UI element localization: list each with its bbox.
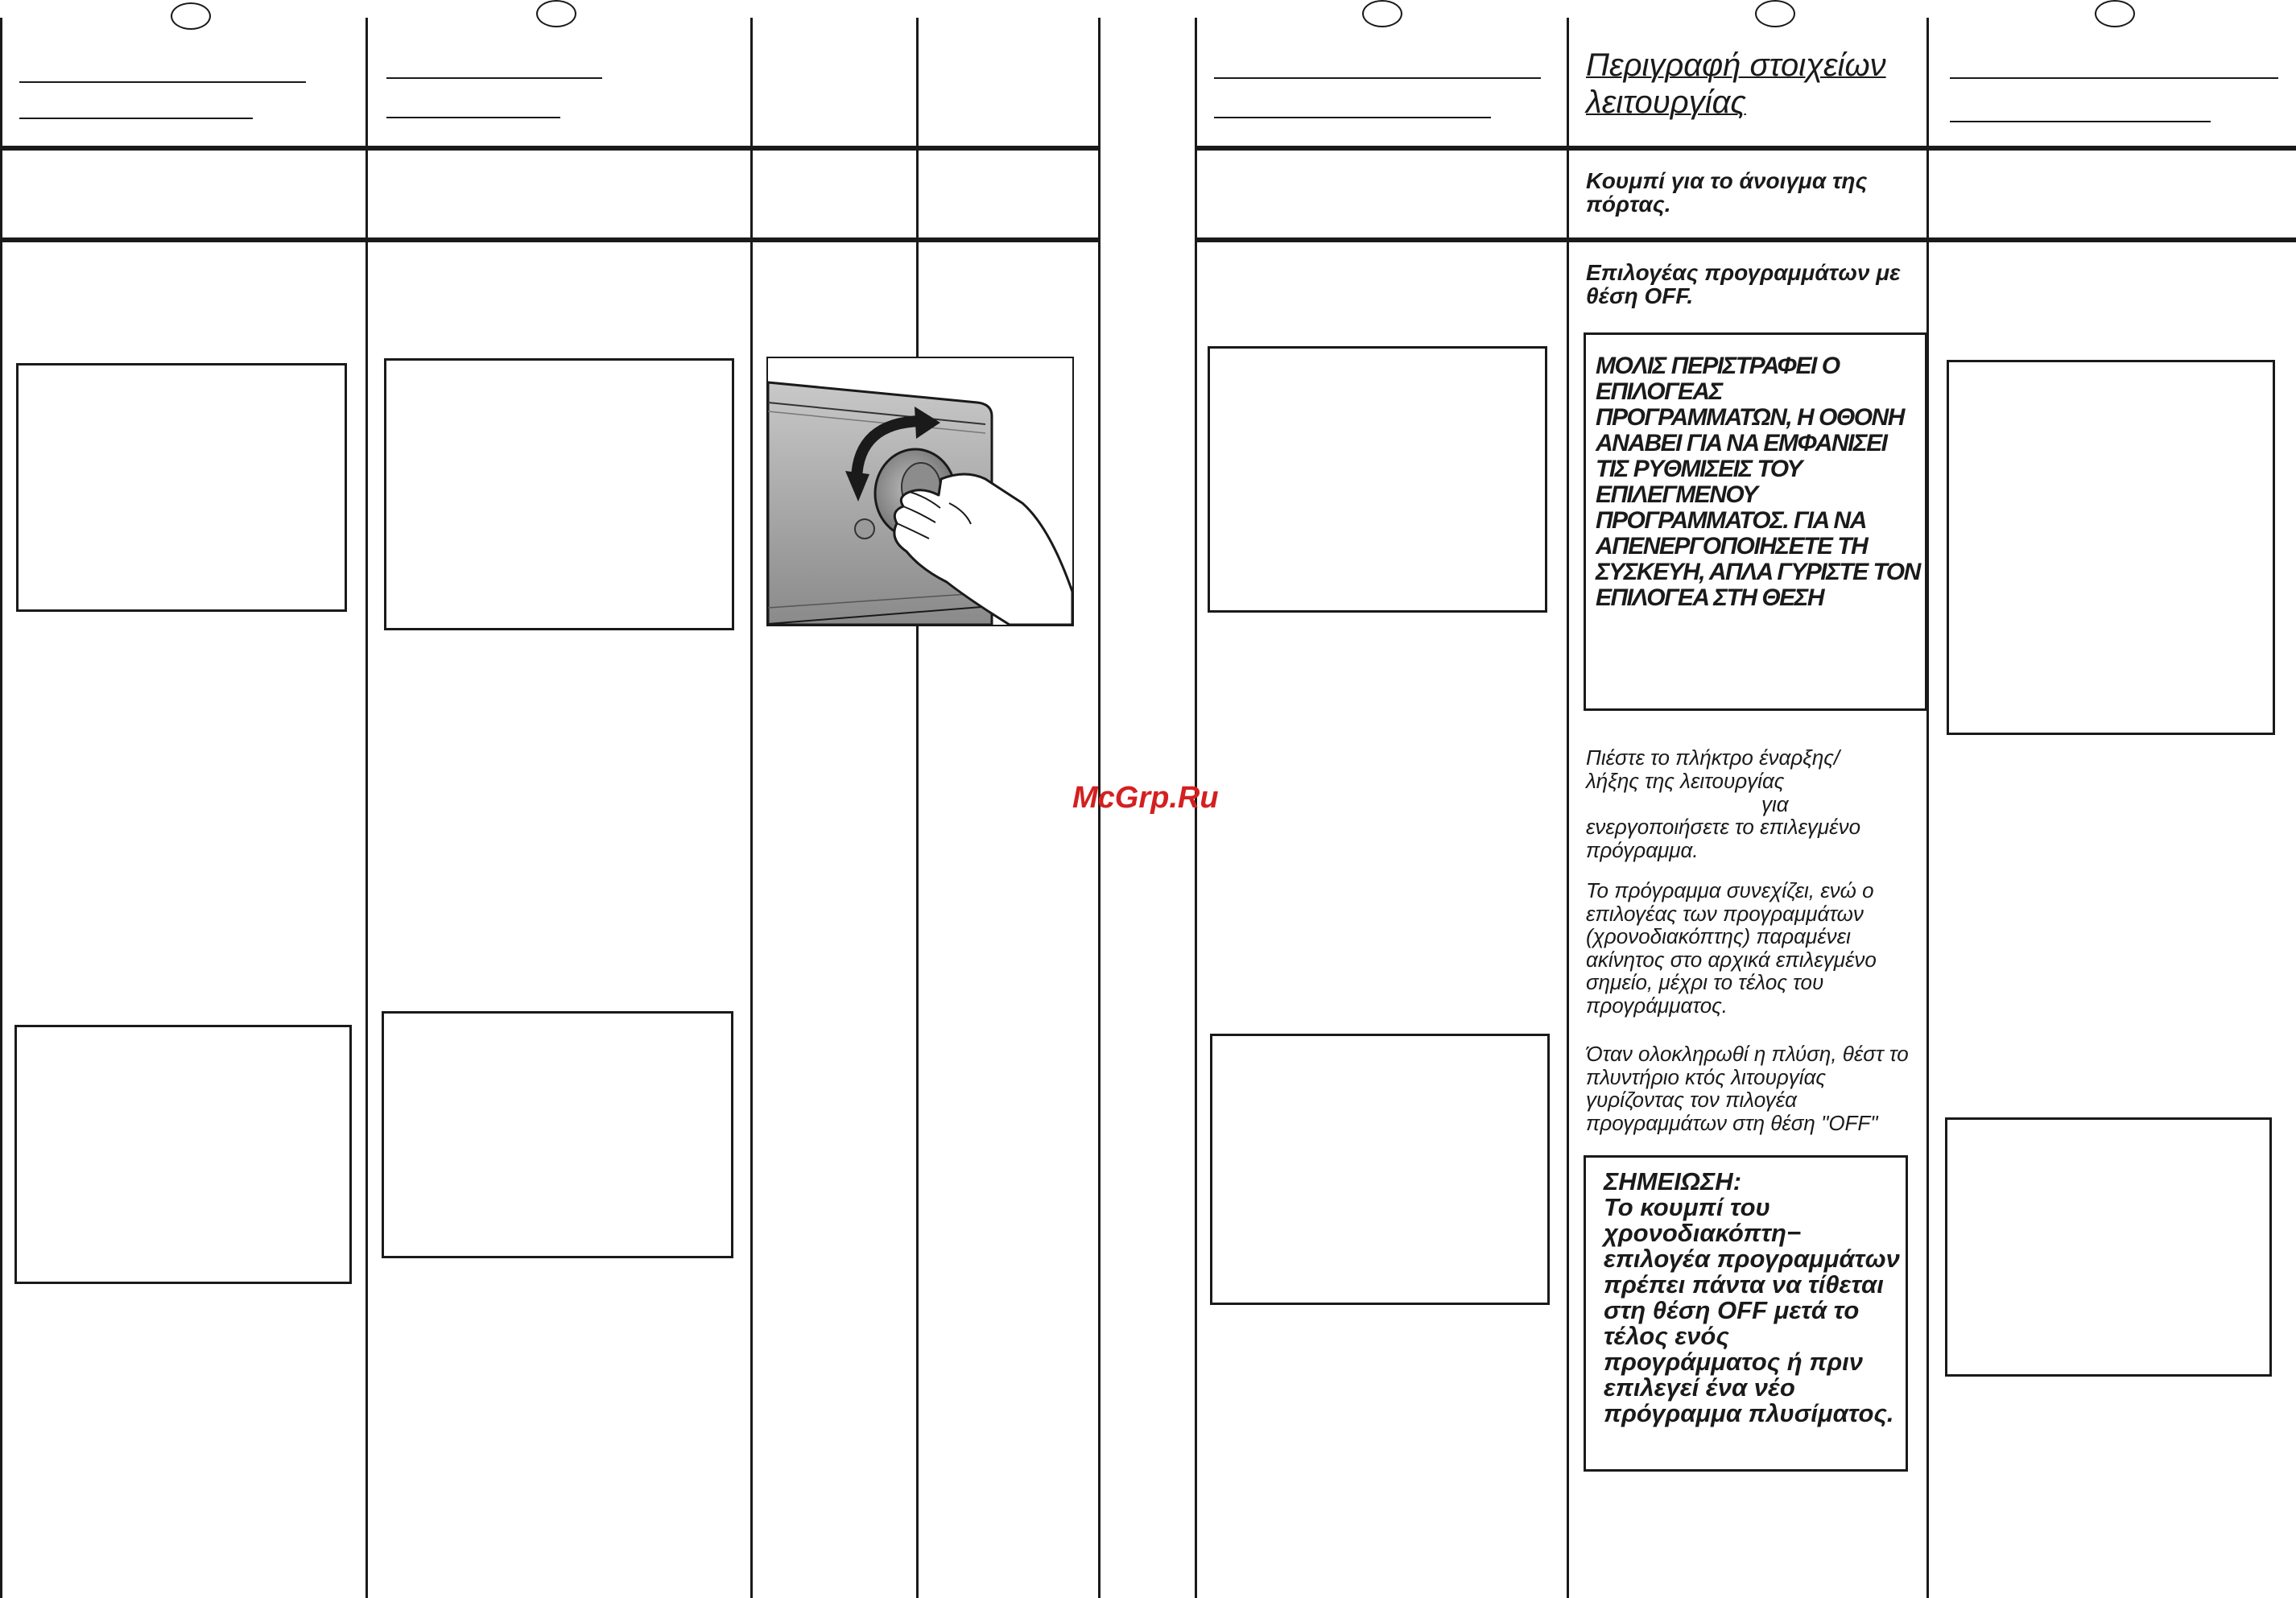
image-placeholder [14, 1025, 352, 1284]
column-divider [916, 18, 919, 1598]
header-rule [1195, 146, 2296, 151]
image-placeholder [1945, 1117, 2272, 1377]
note-body: Το κουμπί του χρονοδιακόπτη− επιλογέα προγραμμάτων πρέπει πάντα να τίθεται στη θέση OFF μετά το τέλος ενός προγράμματος ή πριν επιλεγεί ένα νέο πρόγραμμα πλυσίματος. [1604, 1193, 1900, 1427]
program-selector-label: Επιλογέας προγραμμάτων με θέση OFF. [1586, 260, 1901, 308]
start-instruction-line1: Πιέστε το πλήκτρο έναρξης/ λήξης της λειτουργίας [1586, 745, 1840, 793]
blank-heading-line [386, 117, 560, 118]
binder-hole [1755, 0, 1795, 27]
header-rule [0, 146, 1100, 151]
warning-text: ΜΟΛΙΣ ΠΕΡΙΣΤΡΑΦΕΙ Ο ΕΠΙΛΟΓΕΑΣ ΠΡΟΓΡΑΜΜΑΤΩΝ, Η ΟΘΟΝΗ ΑΝΑΒΕΙ ΓΙΑ ΝΑ ΕΜΦΑΝΙΣΕΙ ΤΙΣ ΡΥΘΜΙΣΕΙΣ ΤΟΥ ΕΠΙΛΕΓΜΕΝΟΥ ΠΡΟΓΡΑΜΜΑΤΟΣ. ΓΙΑ ΝΑ ΑΠΕΝΕΡΓΟΠΟΙΗΣΕΤΕ ΤΗ ΣΥΣΚΕΥΗ, ΑΠΛΑ ΓΥΡΙΣΤΕ ΤΟΝ ΕΠΙΛΟΓΕΑ ΣΤΗ ΘΕΣΗ [1596, 353, 1920, 611]
image-placeholder [1947, 360, 2275, 735]
blank-heading-line [1214, 77, 1541, 79]
row-rule [1195, 237, 2296, 242]
image-placeholder [1208, 346, 1547, 613]
end-of-wash-paragraph: Όταν ολοκληρωθί η πλύση, θέστ το πλυντήριο κτός λιτουργίας γυρίζοντας τον πιλογέα προγραμμάτων στη θέση "OFF" [1586, 1042, 1909, 1135]
blank-heading-line [19, 81, 306, 83]
column-divider [1567, 18, 1569, 1598]
image-placeholder [382, 1011, 733, 1258]
dial-illustration [766, 357, 1074, 626]
binder-hole [1362, 0, 1402, 27]
binder-hole [171, 2, 211, 30]
image-placeholder [16, 363, 347, 612]
note-heading: ΣΗΜΕΙΩΣΗ: [1604, 1167, 1742, 1195]
image-placeholder [384, 358, 734, 630]
binder-hole [2095, 0, 2135, 27]
section-title: Περιγραφή στοιχείων λειτουργίας [1586, 47, 1886, 120]
blank-heading-line [386, 77, 602, 79]
blank-heading-line [1950, 77, 2278, 79]
blank-heading-line [1950, 121, 2211, 122]
column-divider [365, 18, 368, 1598]
column-divider [0, 18, 2, 1598]
blank-heading-line [1214, 117, 1491, 118]
start-instruction-line3: ενεργοποιήσετε το επιλεγμένο πρόγραμμα. [1586, 815, 1861, 862]
watermark: McGrp.Ru [1072, 781, 1219, 815]
start-instruction-line2: για [1761, 792, 1789, 816]
hand-turning-dial-icon [768, 358, 1072, 625]
image-placeholder [1210, 1034, 1550, 1305]
door-button-label: Κουμπί για το άνοιγμα της πόρτας. [1586, 168, 1868, 217]
program-continues-paragraph: Το πρόγραμμα συνεχίζει, ενώ ο επιλογέας των προγραμμάτων (χρονοδιακόπτης) παραμένει ακίνητος στο αρχικά επιλεγμένο σημείο, μέχρι το τέλος του προγράμματος. [1586, 878, 1877, 1018]
binder-hole [536, 0, 576, 27]
column-divider [750, 18, 753, 1598]
row-rule [0, 237, 1100, 242]
blank-heading-line [19, 118, 253, 119]
column-divider [1926, 18, 1929, 1598]
